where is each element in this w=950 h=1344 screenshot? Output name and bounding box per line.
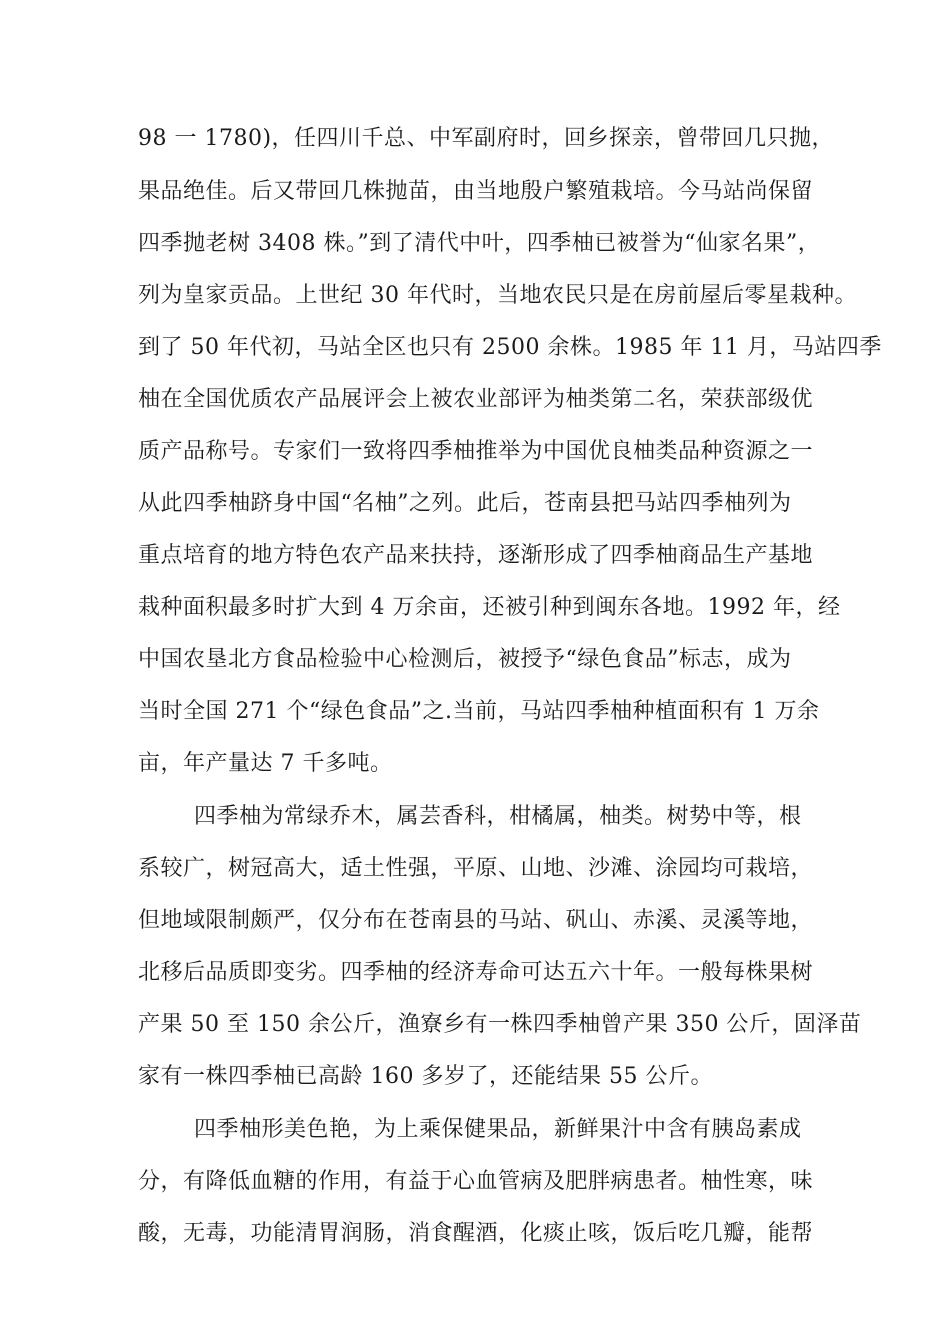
text-line: 栽种面积最多时扩大到 4 万余亩，还被引种到闽东各地。1992 年，经: [138, 595, 841, 620]
text-line: 亩，年产量达 7 千多吨。: [138, 751, 393, 776]
text-line: 重点培育的地方特色农产品来扶持，逐渐形成了四季柚商品生产基地: [138, 543, 814, 568]
text-line: 果品绝佳。后又带回几株抛苗，由当地殷户繁殖栽培。今马站尚保留: [138, 179, 814, 204]
text-line: 98 一 1780)，任四川千总、中军副府时，回乡探亲，曾带回几只抛，: [138, 126, 835, 151]
paragraph-first-line: 四季柚形美色艳，为上乘保健果品，新鲜果汁中含有胰岛素成: [194, 1117, 802, 1142]
text-line: 分，有降低血糖的作用，有益于心血管病及肥胖病患者。柚性寒，味: [138, 1169, 814, 1194]
text-line: 柚在全国优质农产品展评会上被农业部评为柚类第二名，荣获部级优: [138, 387, 814, 412]
text-line: 列为皇家贡品。上世纪 30 年代时，当地农民只是在房前屋后零星栽种。: [138, 283, 857, 308]
text-line: 当时全国 271 个“绿色食品”之.当前，马站四季柚种植面积有 1 万余: [138, 699, 820, 724]
text-line: 系较广，树冠高大，适土性强，平原、山地、沙滩、涂园均可栽培，: [138, 856, 814, 881]
text-line: 中国农垦北方食品检验中心检测后，被授予“绿色食品”标志，成为: [138, 647, 792, 672]
text-line: 到了 50 年代初，马站全区也只有 2500 余株。1985 年 11 月，马站四季: [138, 335, 882, 360]
text-line: 从此四季柚跻身中国“名柚”之列。此后，苍南县把马站四季柚列为: [138, 491, 792, 516]
text-line: 但地域限制颇严，仅分布在苍南县的马站、矾山、赤溪、灵溪等地，: [138, 908, 814, 933]
paragraph-first-line: 四季柚为常绿乔木，属芸香科，柑橘属，柚类。树势中等，根: [194, 804, 802, 829]
text-line: 北移后品质即变劣。四季柚的经济寿命可达五六十年。一般每株果树: [138, 960, 814, 985]
text-line: 质产品称号。专家们一致将四季柚推举为中国优良柚类品种资源之一: [138, 439, 814, 464]
text-line: 酸，无毒，功能清胃润肠，消食醒酒，化痰止咳，饭后吃几瓣，能帮: [138, 1221, 814, 1246]
text-line: 家有一株四季柚已高龄 160 多岁了，还能结果 55 公斤。: [138, 1064, 713, 1089]
text-line: 四季抛老树 3408 株。”到了清代中叶，四季柚已被誉为“仙家名果”，: [138, 231, 821, 256]
text-line: 产果 50 至 150 余公斤，渔寮乡有一株四季柚曾产果 350 公斤，固泽苗: [138, 1012, 862, 1037]
